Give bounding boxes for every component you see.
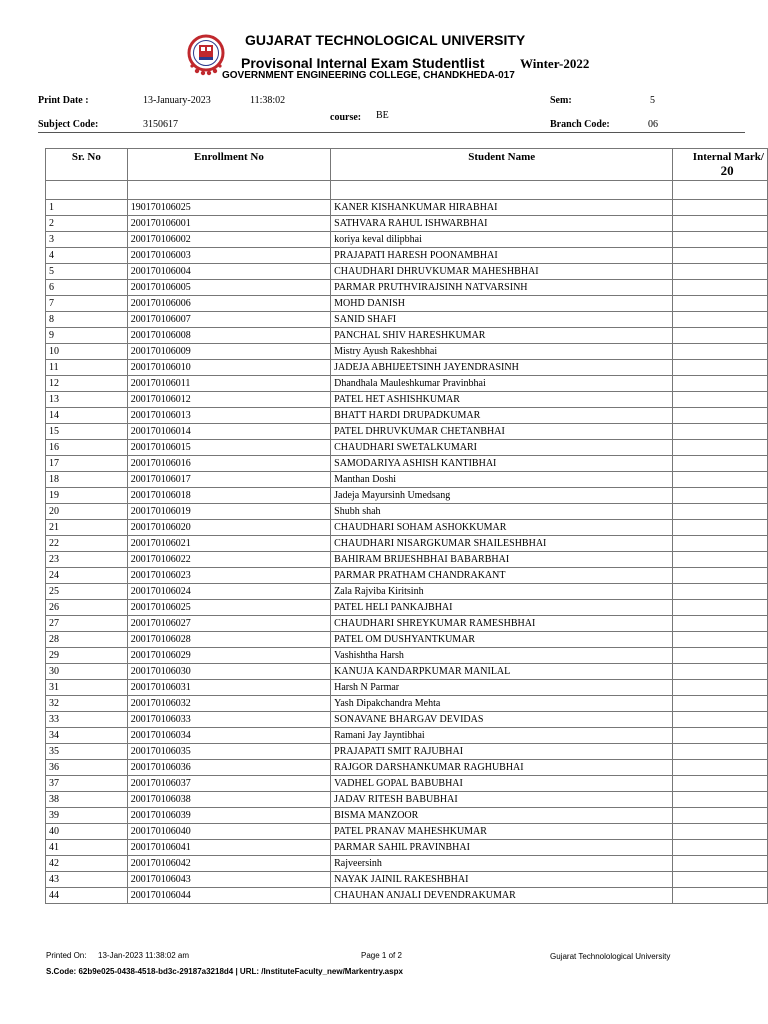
- cell-enrollment: 200170106028: [127, 632, 330, 648]
- cell-student-name: Rajveersinh: [331, 856, 673, 872]
- cell-student-name: BHATT HARDI DRUPADKUMAR: [331, 408, 673, 424]
- table-row: [46, 376, 768, 392]
- table-row: [46, 216, 768, 232]
- cell-sr-no: 10: [46, 344, 128, 360]
- cell-internal-mark[interactable]: [673, 488, 768, 504]
- table-row: [46, 856, 768, 872]
- cell-sr-no: 8: [46, 312, 128, 328]
- cell-internal-mark[interactable]: [673, 776, 768, 792]
- table-row: [46, 264, 768, 280]
- cell-student-name: BISMA MANZOOR: [331, 808, 673, 824]
- cell-internal-mark[interactable]: [673, 632, 768, 648]
- cell-sr-no: 35: [46, 744, 128, 760]
- cell-sr-no: 30: [46, 664, 128, 680]
- cell-internal-mark[interactable]: [673, 696, 768, 712]
- cell-internal-mark[interactable]: [673, 536, 768, 552]
- cell-internal-mark[interactable]: [673, 296, 768, 312]
- col-student-name: Student Name: [331, 149, 673, 181]
- cell-sr-no: 43: [46, 872, 128, 888]
- table-row: [46, 872, 768, 888]
- cell-enrollment: 200170106004: [127, 264, 330, 280]
- cell-internal-mark[interactable]: [673, 792, 768, 808]
- cell-sr-no: 29: [46, 648, 128, 664]
- cell-internal-mark[interactable]: [673, 600, 768, 616]
- table-row: [46, 536, 768, 552]
- cell-enrollment: 200170106013: [127, 408, 330, 424]
- cell-student-name: JADAV RITESH BABUBHAI: [331, 792, 673, 808]
- print-date-value: 13-January-2023: [143, 95, 211, 106]
- table-row: [46, 472, 768, 488]
- table-row: [46, 200, 768, 216]
- cell-internal-mark[interactable]: [673, 872, 768, 888]
- cell-enrollment: 200170106037: [127, 776, 330, 792]
- cell-internal-mark[interactable]: [673, 520, 768, 536]
- cell-enrollment: 200170106016: [127, 456, 330, 472]
- table-row: [46, 392, 768, 408]
- cell-internal-mark[interactable]: [673, 712, 768, 728]
- cell-enrollment: 200170106043: [127, 872, 330, 888]
- cell-enrollment: 200170106008: [127, 328, 330, 344]
- cell-internal-mark[interactable]: [673, 232, 768, 248]
- cell-enrollment: 200170106042: [127, 856, 330, 872]
- cell-enrollment: 200170106020: [127, 520, 330, 536]
- cell-internal-mark[interactable]: [673, 312, 768, 328]
- cell-student-name: koriya keval dilipbhai: [331, 232, 673, 248]
- branch-code-label: Branch Code:: [550, 119, 610, 130]
- cell-enrollment: 200170106005: [127, 280, 330, 296]
- cell-sr-no: 39: [46, 808, 128, 824]
- cell-sr-no: 18: [46, 472, 128, 488]
- cell-internal-mark[interactable]: [673, 824, 768, 840]
- cell-enrollment: 200170106014: [127, 424, 330, 440]
- cell-student-name: KANUJA KANDARPKUMAR MANILAL: [331, 664, 673, 680]
- cell-student-name: VADHEL GOPAL BABUBHAI: [331, 776, 673, 792]
- branch-code-value: 06: [648, 119, 658, 130]
- cell-internal-mark[interactable]: [673, 200, 768, 216]
- cell-enrollment: 200170106017: [127, 472, 330, 488]
- table-row: [46, 760, 768, 776]
- cell-enrollment: 200170106012: [127, 392, 330, 408]
- scode-url-line: S.Code: 62b9e025-0438-4518-bd3c-29187a3218d4 | URL: /InstituteFaculty_new/Markentry.aspx: [46, 967, 403, 976]
- cell-student-name: SATHVARA RAHUL ISHWARBHAI: [331, 216, 673, 232]
- table-row: [46, 776, 768, 792]
- cell-enrollment: 200170106034: [127, 728, 330, 744]
- cell-student-name: JADEJA ABHIJEETSINH JAYENDRASINH: [331, 360, 673, 376]
- cell-enrollment: 200170106036: [127, 760, 330, 776]
- cell-sr-no: 11: [46, 360, 128, 376]
- table-row: [46, 728, 768, 744]
- cell-internal-mark[interactable]: [673, 408, 768, 424]
- cell-sr-no: 38: [46, 792, 128, 808]
- cell-sr-no: 25: [46, 584, 128, 600]
- table-row: [46, 824, 768, 840]
- cell-enrollment: 200170106029: [127, 648, 330, 664]
- cell-sr-no: 9: [46, 328, 128, 344]
- cell-enrollment: 200170106039: [127, 808, 330, 824]
- cell-student-name: CHAUDHARI DHRUVKUMAR MAHESHBHAI: [331, 264, 673, 280]
- cell-enrollment: 200170106038: [127, 792, 330, 808]
- cell-student-name: CHAUDHARI SHREYKUMAR RAMESHBHAI: [331, 616, 673, 632]
- cell-internal-mark[interactable]: [673, 648, 768, 664]
- cell-sr-no: 2: [46, 216, 128, 232]
- cell-internal-mark[interactable]: [673, 216, 768, 232]
- cell-sr-no: 1: [46, 200, 128, 216]
- table-row: [46, 232, 768, 248]
- cell-enrollment: 200170106006: [127, 296, 330, 312]
- university-name: GUJARAT TECHNOLOGICAL UNIVERSITY: [245, 32, 526, 48]
- cell-student-name: NAYAK JAINIL RAKESHBHAI: [331, 872, 673, 888]
- cell-sr-no: 23: [46, 552, 128, 568]
- table-row: [46, 360, 768, 376]
- header-divider: [38, 132, 745, 133]
- cell-sr-no: 16: [46, 440, 128, 456]
- cell-sr-no: 28: [46, 632, 128, 648]
- table-row: [46, 408, 768, 424]
- cell-internal-mark[interactable]: [673, 280, 768, 296]
- cell-internal-mark[interactable]: [673, 264, 768, 280]
- cell-enrollment: 200170106021: [127, 536, 330, 552]
- cell-internal-mark[interactable]: [673, 552, 768, 568]
- cell-internal-mark[interactable]: [673, 424, 768, 440]
- cell-enrollment: 200170106007: [127, 312, 330, 328]
- course-value: BE: [376, 110, 389, 121]
- cell-enrollment: 200170106002: [127, 232, 330, 248]
- cell-student-name: PATEL HELI PANKAJBHAI: [331, 600, 673, 616]
- cell-enrollment: 200170106022: [127, 552, 330, 568]
- internal-mark-label: Internal Mark/: [692, 151, 764, 163]
- cell-sr-no: 24: [46, 568, 128, 584]
- cell-internal-mark[interactable]: [673, 440, 768, 456]
- cell-enrollment: 200170106023: [127, 568, 330, 584]
- cell-internal-mark[interactable]: [673, 808, 768, 824]
- cell-student-name: MOHD DANISH: [331, 296, 673, 312]
- cell-student-name: SANID SHAFI: [331, 312, 673, 328]
- cell-enrollment: 200170106024: [127, 584, 330, 600]
- cell-student-name: CHAUDHARI SOHAM ASHOKKUMAR: [331, 520, 673, 536]
- table-row: [46, 440, 768, 456]
- cell-internal-mark[interactable]: [673, 584, 768, 600]
- cell-sr-no: 7: [46, 296, 128, 312]
- cell-enrollment: 200170106003: [127, 248, 330, 264]
- cell-enrollment: 200170106010: [127, 360, 330, 376]
- cell-internal-mark[interactable]: [673, 840, 768, 856]
- cell-student-name: Manthan Doshi: [331, 472, 673, 488]
- table-row: [46, 424, 768, 440]
- print-date-label: Print Date :: [38, 95, 89, 106]
- cell-student-name: Harsh N Parmar: [331, 680, 673, 696]
- cell-sr-no: 40: [46, 824, 128, 840]
- document-title: Provisonal Internal Exam Studentlist: [241, 55, 485, 71]
- cell-student-name: Mistry Ayush Rakeshbhai: [331, 344, 673, 360]
- table-row: [46, 456, 768, 472]
- cell-internal-mark[interactable]: [673, 680, 768, 696]
- cell-internal-mark[interactable]: [673, 568, 768, 584]
- cell-student-name: PRAJAPATI SMIT RAJUBHAI: [331, 744, 673, 760]
- cell-student-name: PATEL DHRUVKUMAR CHETANBHAI: [331, 424, 673, 440]
- cell-enrollment: 200170106030: [127, 664, 330, 680]
- cell-sr-no: 36: [46, 760, 128, 776]
- cell-sr-no: 14: [46, 408, 128, 424]
- cell-internal-mark[interactable]: [673, 616, 768, 632]
- cell-internal-mark[interactable]: [673, 328, 768, 344]
- cell-sr-no: 6: [46, 280, 128, 296]
- exam-season: Winter-2022: [520, 56, 590, 71]
- cell-sr-no: 19: [46, 488, 128, 504]
- cell-internal-mark[interactable]: [673, 744, 768, 760]
- cell-sr-no: 15: [46, 424, 128, 440]
- cell-internal-mark[interactable]: [673, 728, 768, 744]
- cell-sr-no: 5: [46, 264, 128, 280]
- cell-student-name: BAHIRAM BRIJESHBHAI BABARBHAI: [331, 552, 673, 568]
- table-row: [46, 648, 768, 664]
- table-row: [46, 696, 768, 712]
- cell-student-name: SAMODARIYA ASHISH KANTIBHAI: [331, 456, 673, 472]
- cell-student-name: CHAUHAN ANJALI DEVENDRAKUMAR: [331, 888, 673, 904]
- cell-student-name: PARMAR SAHIL PRAVINBHAI: [331, 840, 673, 856]
- cell-student-name: Vashishtha Harsh: [331, 648, 673, 664]
- cell-student-name: PATEL HET ASHISHKUMAR: [331, 392, 673, 408]
- cell-enrollment: 200170106033: [127, 712, 330, 728]
- cell-sr-no: 4: [46, 248, 128, 264]
- issuer-name: Gujarat Technolological University: [550, 952, 671, 961]
- table-row: [46, 280, 768, 296]
- cell-student-name: PARMAR PRATHAM CHANDRAKANT: [331, 568, 673, 584]
- table-row: [46, 552, 768, 568]
- cell-sr-no: 3: [46, 232, 128, 248]
- subject-code-value: 3150617: [143, 119, 178, 130]
- table-spacer-row: [46, 181, 768, 200]
- cell-sr-no: 20: [46, 504, 128, 520]
- sem-label: Sem:: [550, 95, 572, 106]
- table-row: [46, 664, 768, 680]
- table-row: [46, 344, 768, 360]
- cell-enrollment: 200170106015: [127, 440, 330, 456]
- cell-sr-no: 17: [46, 456, 128, 472]
- cell-internal-mark[interactable]: [673, 456, 768, 472]
- cell-sr-no: 41: [46, 840, 128, 856]
- table-header-row: [46, 149, 768, 181]
- cell-internal-mark[interactable]: [673, 392, 768, 408]
- table-row: [46, 632, 768, 648]
- cell-internal-mark[interactable]: [673, 504, 768, 520]
- cell-enrollment: 200170106001: [127, 216, 330, 232]
- cell-internal-mark[interactable]: [673, 344, 768, 360]
- cell-student-name: PANCHAL SHIV HARESHKUMAR: [331, 328, 673, 344]
- cell-internal-mark[interactable]: [673, 472, 768, 488]
- cell-internal-mark[interactable]: [673, 360, 768, 376]
- cell-sr-no: 21: [46, 520, 128, 536]
- sem-value: 5: [650, 95, 655, 106]
- table-row: [46, 568, 768, 584]
- cell-internal-mark[interactable]: [673, 664, 768, 680]
- cell-sr-no: 22: [46, 536, 128, 552]
- cell-student-name: PRAJAPATI HARESH POONAMBHAI: [331, 248, 673, 264]
- table-row: [46, 712, 768, 728]
- cell-student-name: Yash Dipakchandra Mehta: [331, 696, 673, 712]
- cell-enrollment: 200170106040: [127, 824, 330, 840]
- cell-sr-no: 42: [46, 856, 128, 872]
- table-row: [46, 792, 768, 808]
- course-label: course:: [330, 112, 362, 123]
- table-row: [46, 808, 768, 824]
- internal-mark-max: 20: [720, 163, 734, 178]
- subject-code-label: Subject Code:: [38, 119, 99, 130]
- print-time-value: 11:38:02: [250, 95, 286, 106]
- cell-enrollment: 200170106041: [127, 840, 330, 856]
- col-sr-no: Sr. No: [46, 149, 128, 181]
- cell-enrollment: 190170106025: [127, 200, 330, 216]
- cell-student-name: Dhandhala Mauleshkumar Pravinbhai: [331, 376, 673, 392]
- table-row: [46, 520, 768, 536]
- cell-student-name: PATEL OM DUSHYANTKUMAR: [331, 632, 673, 648]
- table-row: [46, 488, 768, 504]
- table-row: [46, 680, 768, 696]
- cell-sr-no: 32: [46, 696, 128, 712]
- cell-student-name: Jadeja Mayursinh Umedsang: [331, 488, 673, 504]
- page-indicator: Page 1 of 2: [361, 951, 402, 960]
- cell-enrollment: 200170106031: [127, 680, 330, 696]
- table-row: [46, 744, 768, 760]
- cell-student-name: Shubh shah: [331, 504, 673, 520]
- table-row: [46, 312, 768, 328]
- cell-enrollment: 200170106025: [127, 600, 330, 616]
- cell-enrollment: 200170106018: [127, 488, 330, 504]
- table-row: [46, 600, 768, 616]
- cell-sr-no: 31: [46, 680, 128, 696]
- col-enrollment: Enrollment No: [127, 149, 330, 181]
- cell-student-name: Zala Rajviba Kiritsinh: [331, 584, 673, 600]
- cell-student-name: PATEL PRANAV MAHESHKUMAR: [331, 824, 673, 840]
- table-row: [46, 328, 768, 344]
- table-row: [46, 616, 768, 632]
- table-row: [46, 248, 768, 264]
- cell-sr-no: 12: [46, 376, 128, 392]
- col-internal-mark: [673, 149, 768, 181]
- cell-internal-mark[interactable]: [673, 760, 768, 776]
- cell-student-name: SONAVANE BHARGAV DEVIDAS: [331, 712, 673, 728]
- cell-enrollment: 200170106019: [127, 504, 330, 520]
- cell-sr-no: 26: [46, 600, 128, 616]
- cell-internal-mark[interactable]: [673, 376, 768, 392]
- cell-student-name: RAJGOR DARSHANKUMAR RAGHUBHAI: [331, 760, 673, 776]
- cell-student-name: PARMAR PRUTHVIRAJSINH NATVARSINH: [331, 280, 673, 296]
- cell-enrollment: 200170106032: [127, 696, 330, 712]
- cell-internal-mark[interactable]: [673, 248, 768, 264]
- cell-student-name: CHAUDHARI SWETALKUMARI: [331, 440, 673, 456]
- college-name: GOVERNMENT ENGINEERING COLLEGE, CHANDKHEDA-017: [222, 70, 515, 81]
- cell-sr-no: 33: [46, 712, 128, 728]
- printed-on-label: Printed On:: [46, 951, 87, 960]
- cell-sr-no: 37: [46, 776, 128, 792]
- cell-sr-no: 13: [46, 392, 128, 408]
- cell-enrollment: 200170106044: [127, 888, 330, 904]
- cell-sr-no: 34: [46, 728, 128, 744]
- cell-enrollment: 200170106009: [127, 344, 330, 360]
- cell-student-name: CHAUDHARI NISARGKUMAR SHAILESHBHAI: [331, 536, 673, 552]
- cell-enrollment: 200170106035: [127, 744, 330, 760]
- student-list-table: [45, 148, 768, 904]
- cell-student-name: KANER KISHANKUMAR HIRABHAI: [331, 200, 673, 216]
- table-row: [46, 840, 768, 856]
- table-row: [46, 296, 768, 312]
- cell-enrollment: 200170106027: [127, 616, 330, 632]
- printed-on-value: 13-Jan-2023 11:38:02 am: [98, 951, 190, 960]
- cell-internal-mark[interactable]: [673, 856, 768, 872]
- table-row: [46, 584, 768, 600]
- cell-internal-mark[interactable]: [673, 888, 768, 904]
- cell-sr-no: 44: [46, 888, 128, 904]
- cell-sr-no: 27: [46, 616, 128, 632]
- table-row: [46, 888, 768, 904]
- table-row: [46, 504, 768, 520]
- cell-enrollment: 200170106011: [127, 376, 330, 392]
- cell-student-name: Ramani Jay Jayntibhai: [331, 728, 673, 744]
